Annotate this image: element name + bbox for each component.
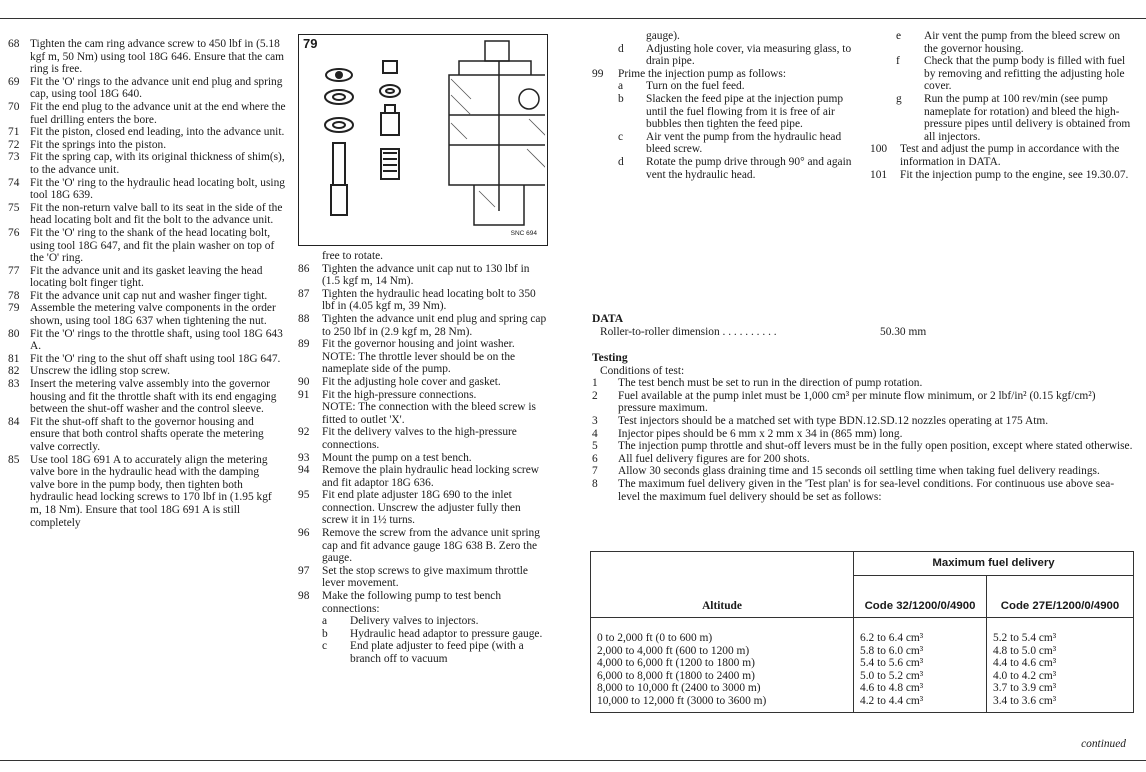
list-item bbox=[592, 377, 1136, 390]
item-text: The maximum fuel delivery given in the 'Test plan' is for sea-level conditions. For continuous use above sea-level the maximum fuel delivery should be set as follows: bbox=[618, 477, 1115, 503]
list-item bbox=[8, 353, 286, 366]
list-item bbox=[592, 390, 1136, 415]
list-item bbox=[298, 590, 550, 615]
item-text: Set the stop screws to give maximum throttle lever movement. bbox=[322, 564, 528, 590]
item-text: Tighten the advance unit cap nut to 130 lbf in (1.5 kgf m, 14 Nm). bbox=[322, 262, 530, 288]
list-item bbox=[298, 263, 550, 288]
item-text: The injection pump throttle and shut-off levers must be in the fully open position, except where stated otherwise. bbox=[618, 440, 1133, 453]
delivery-cell: 5.0 to 5.2 cm³ bbox=[854, 670, 987, 683]
sub-letter: g bbox=[896, 92, 902, 105]
code-32-header: Code 32/1200/0/4900 bbox=[854, 576, 987, 618]
list-item bbox=[592, 478, 1136, 503]
sub-text: Rotate the pump drive through 90° and again vent the hydraulic head. bbox=[646, 155, 852, 181]
item-number: 94 bbox=[298, 464, 310, 477]
list-item bbox=[298, 338, 550, 376]
list-item bbox=[298, 426, 550, 451]
item-text: All fuel delivery figures are for 200 shots. bbox=[618, 452, 810, 465]
list-item bbox=[592, 440, 1136, 453]
list-item bbox=[8, 101, 286, 126]
continued-text: gauge). bbox=[646, 30, 680, 42]
metering-valve-illustration bbox=[299, 35, 545, 243]
list-item bbox=[870, 169, 1132, 182]
delivery-cell: 4.2 to 4.4 cm³ bbox=[854, 695, 987, 712]
list-item bbox=[8, 328, 286, 353]
sub-item bbox=[896, 30, 1132, 55]
item-text: Test and adjust the pump in accordance with the information in DATA. bbox=[900, 143, 1120, 168]
table-row bbox=[591, 695, 1134, 712]
sub-letter: b bbox=[322, 627, 328, 640]
sub-text: Slacken the feed pipe at the injection pump until the fuel flowing from it is free of air bubbles then tighten the feed pipe. bbox=[646, 92, 844, 131]
item-number: 87 bbox=[298, 287, 310, 300]
item-number: 101 bbox=[870, 168, 888, 181]
item-text: Tighten the hydraulic head locating bolt to 350 lbf in (4.05 kgf m, 39 Nm). bbox=[322, 287, 536, 313]
sub-letter: e bbox=[896, 30, 902, 42]
left-column bbox=[8, 38, 286, 529]
item-number: 6 bbox=[592, 452, 598, 465]
item-number: 3 bbox=[592, 414, 598, 427]
item-text: Fit the shut-off shaft to the governor housing and ensure that both control shafts operate the metering valve correctly. bbox=[30, 415, 264, 453]
sub-item bbox=[618, 80, 854, 93]
list-item bbox=[592, 453, 1136, 466]
list-item bbox=[8, 227, 286, 265]
delivery-cell: 3.7 to 3.9 cm³ bbox=[987, 682, 1134, 695]
sub-text: Run the pump at 100 rev/min (see pump nameplate for rotation) and bleed the high-pressure pipes until delivery is obtained from all injectors. bbox=[924, 92, 1131, 143]
sub-letter: a bbox=[618, 80, 624, 93]
sub-item bbox=[322, 640, 550, 665]
fourth-column bbox=[870, 30, 1132, 181]
sub-item bbox=[618, 43, 854, 68]
figure-number: 79 bbox=[303, 36, 318, 51]
item-number: 89 bbox=[298, 338, 310, 351]
item-text: Fit the advance unit cap nut and washer finger tight. bbox=[30, 289, 268, 302]
data-value: 50.30 mm bbox=[880, 325, 927, 338]
item-text: Fit the spring cap, with its original thickness of shim(s), to the advance unit. bbox=[30, 151, 285, 176]
item-text: The test bench must be set to run in the direction of pump rotation. bbox=[618, 377, 923, 390]
item-text: Fit the 'O' ring to the hydraulic head locating bolt, using tool 18G 639. bbox=[30, 176, 285, 202]
list-item bbox=[298, 565, 550, 590]
item-number: 91 bbox=[298, 388, 310, 401]
item-text: Fit the 'O' ring to the shank of the head locating bolt, using tool 18G 647, and fit the plain washer on top of the 'O' ring. bbox=[30, 226, 275, 265]
list-item bbox=[8, 126, 286, 139]
item-text: Fit the governor housing and joint washer. NOTE: The throttle lever should be on the nameplate side of the pump. bbox=[322, 338, 550, 376]
sub-text: Air vent the pump from the hydraulic head bleed screw. bbox=[646, 130, 842, 156]
item-number: 75 bbox=[8, 201, 20, 214]
middle-column bbox=[298, 250, 550, 666]
sub-letter: f bbox=[896, 55, 900, 68]
sub-letter: c bbox=[618, 130, 624, 143]
list-item bbox=[298, 376, 550, 389]
item-number: 82 bbox=[8, 365, 20, 378]
sub-letter: a bbox=[322, 615, 328, 628]
item-number: 97 bbox=[298, 564, 310, 577]
sub-text: Hydraulic head adaptor to pressure gauge. bbox=[350, 627, 543, 640]
list-item bbox=[8, 302, 286, 327]
list-item bbox=[298, 489, 550, 527]
sub-text: Air vent the pump from the bleed screw on the governor housing. bbox=[924, 30, 1121, 55]
sub-text: End plate adjuster to feed pipe (with a branch off to vacuum bbox=[350, 640, 524, 665]
list-item bbox=[8, 139, 286, 152]
list-item bbox=[8, 378, 286, 416]
testing-intro: Conditions of test: bbox=[600, 364, 685, 377]
item-text: Make the following pump to test bench connections: bbox=[322, 590, 502, 615]
list-item bbox=[592, 68, 854, 81]
sub-item bbox=[896, 55, 1132, 93]
bottom-rule bbox=[0, 760, 1146, 761]
item-text: Mount the pump on a test bench. bbox=[322, 451, 472, 464]
item-number: 77 bbox=[8, 264, 20, 277]
list-item bbox=[8, 454, 286, 530]
item-text: Fit the 'O' rings to the advance unit end plug and spring cap, using tool 18G 640. bbox=[30, 75, 283, 101]
sub-text: Delivery valves to injectors. bbox=[350, 615, 479, 628]
altitude-cell: 0 to 2,000 ft (0 to 600 m) bbox=[591, 618, 854, 645]
item-text: Remove the screw from the advance unit spring cap and fit advance gauge 18G 638 B. Zero the gauge. bbox=[322, 527, 540, 565]
list-item bbox=[8, 151, 286, 176]
item-text: Fit the adjusting hole cover and gasket. bbox=[322, 375, 501, 388]
list-item bbox=[8, 416, 286, 454]
list-item bbox=[8, 265, 286, 290]
item-text: Fit the non-return valve ball to its seat in the side of the head locating bolt and fit the bolt to the advance unit. bbox=[30, 201, 283, 227]
sub-item bbox=[322, 615, 550, 628]
data-heading: DATA bbox=[592, 312, 624, 325]
item-text: Fuel available at the pump inlet must be 1,000 cm³ per minute flow minimum, or 2 lbf/in² (0.15 kgf/cm²) pressure maximum. bbox=[618, 389, 1096, 415]
list-item bbox=[592, 428, 1136, 441]
sub-item bbox=[322, 628, 550, 641]
list-item bbox=[298, 288, 550, 313]
item-number: 5 bbox=[592, 440, 598, 453]
item-text: Injector pipes should be 6 mm x 2 mm x 34 in (865 mm) long. bbox=[618, 427, 903, 440]
testing-section bbox=[592, 352, 1136, 503]
delivery-cell: 3.4 to 3.6 cm³ bbox=[987, 695, 1134, 712]
table-row bbox=[591, 670, 1134, 683]
item-number: 95 bbox=[298, 489, 310, 502]
item-text: Assemble the metering valve components in the order shown, using tool 18G 637 when tightening the nut. bbox=[30, 302, 276, 328]
delivery-cell: 4.4 to 4.6 cm³ bbox=[987, 657, 1134, 670]
item-number: 85 bbox=[8, 453, 20, 466]
delivery-cell: 4.6 to 4.8 cm³ bbox=[854, 682, 987, 695]
item-text: Fit the high-pressure connections. NOTE: The connection with the bleed screw is fitted to outlet 'X'. bbox=[322, 389, 550, 427]
item-number: 70 bbox=[8, 100, 20, 113]
list-item bbox=[8, 365, 286, 378]
table-row bbox=[591, 657, 1134, 670]
altitude-cell: 8,000 to 10,000 ft (2400 to 3000 m) bbox=[591, 682, 854, 695]
item-text: Allow 30 seconds glass draining time and 15 seconds oil settling time when taking fuel delivery readings. bbox=[618, 465, 1100, 478]
sub-letter: b bbox=[618, 92, 624, 105]
list-item bbox=[298, 527, 550, 565]
item-number: 4 bbox=[592, 427, 598, 440]
list-item bbox=[8, 38, 286, 76]
sub-letter: c bbox=[322, 640, 328, 653]
item-text: Remove the plain hydraulic head locking screw and fit adaptor 18G 636. bbox=[322, 464, 539, 489]
item-text: Fit end plate adjuster 18G 690 to the inlet connection. Unscrew the adjuster fully then screw it in 1½ turns. bbox=[322, 489, 521, 527]
item-number: 90 bbox=[298, 375, 310, 388]
item-number: 7 bbox=[592, 465, 598, 478]
sub-item bbox=[618, 93, 854, 131]
delivery-cell: 6.2 to 6.4 cm³ bbox=[854, 618, 987, 645]
item-number: 1 bbox=[592, 377, 598, 390]
data-label: Roller-to-roller dimension . . . . . . . . . . bbox=[600, 325, 777, 338]
item-text: Prime the injection pump as follows: bbox=[618, 67, 786, 80]
delivery-cell: 5.8 to 6.0 cm³ bbox=[854, 645, 987, 658]
code-27e-header: Code 27E/1200/0/4900 bbox=[987, 576, 1134, 618]
list-item bbox=[8, 76, 286, 101]
altitude-cell: 2,000 to 4,000 ft (600 to 1200 m) bbox=[591, 645, 854, 658]
item-number: 8 bbox=[592, 477, 598, 490]
item-number: 76 bbox=[8, 226, 20, 239]
item-text: Fit the 'O' ring to the shut off shaft using tool 18G 647. bbox=[30, 352, 281, 365]
table-row bbox=[591, 682, 1134, 695]
item-number: 79 bbox=[8, 302, 20, 315]
top-rule bbox=[0, 18, 1146, 19]
list-item bbox=[298, 313, 550, 338]
item-text: Fit the springs into the piston. bbox=[30, 138, 167, 151]
sub-letter: d bbox=[618, 42, 624, 55]
continued-text: free to rotate. bbox=[322, 250, 384, 262]
sub-text: Check that the pump body is filled with fuel by removing and refitting the adjusting hole cover. bbox=[924, 55, 1126, 93]
sub-text: Adjusting hole cover, via measuring glass, to drain pipe. bbox=[646, 42, 852, 68]
altitude-cell: 6,000 to 8,000 ft (1800 to 2400 m) bbox=[591, 670, 854, 683]
sub-letter: d bbox=[618, 155, 624, 168]
item-number: 92 bbox=[298, 426, 310, 439]
continued-note: continued bbox=[1081, 738, 1126, 750]
fuel-delivery-table bbox=[590, 551, 1134, 713]
list-item bbox=[8, 290, 286, 303]
item-number: 80 bbox=[8, 327, 20, 340]
list-item bbox=[298, 452, 550, 465]
third-column bbox=[592, 30, 854, 181]
delivery-cell: 4.8 to 5.0 cm³ bbox=[987, 645, 1134, 658]
list-item bbox=[592, 415, 1136, 428]
item-number: 74 bbox=[8, 176, 20, 189]
note: NOTE: The throttle lever should be on the nameplate side of the pump. bbox=[322, 350, 516, 376]
max-delivery-header: Maximum fuel delivery bbox=[854, 552, 1134, 576]
sub-item bbox=[618, 131, 854, 156]
altitude-header: Altitude bbox=[591, 552, 854, 618]
item-text: Fit the 'O' rings to the throttle shaft, using tool 18G 643 A. bbox=[30, 327, 283, 353]
list-item bbox=[298, 389, 550, 427]
delivery-cell: 5.2 to 5.4 cm³ bbox=[987, 618, 1134, 645]
item-text: Fit the piston, closed end leading, into the advance unit. bbox=[30, 126, 285, 139]
delivery-cell: 5.4 to 5.6 cm³ bbox=[854, 657, 987, 670]
altitude-cell: 4,000 to 6,000 ft (1200 to 1800 m) bbox=[591, 657, 854, 670]
item-text: Test injectors should be a matched set with type BDN.12.SD.12 nozzles operating at 175 Atm. bbox=[618, 414, 1049, 427]
item-number: 71 bbox=[8, 126, 20, 139]
item-number: 69 bbox=[8, 75, 20, 88]
item-number: 68 bbox=[8, 38, 20, 50]
item-number: 99 bbox=[592, 67, 604, 80]
item-text: Fit the delivery valves to the high-pressure connections. bbox=[322, 426, 517, 451]
list-item bbox=[8, 202, 286, 227]
item-number: 83 bbox=[8, 378, 20, 391]
item-number: 84 bbox=[8, 415, 20, 428]
item-number: 100 bbox=[870, 143, 888, 156]
altitude-cell: 10,000 to 12,000 ft (3000 to 3600 m) bbox=[591, 695, 854, 712]
testing-heading: Testing bbox=[592, 351, 628, 364]
sub-text: Turn on the fuel feed. bbox=[646, 80, 745, 93]
delivery-cell: 4.0 to 4.2 cm³ bbox=[987, 670, 1134, 683]
item-number: 81 bbox=[8, 352, 20, 365]
item-text: Unscrew the idling stop screw. bbox=[30, 365, 171, 378]
list-item bbox=[298, 464, 550, 489]
item-number: 2 bbox=[592, 389, 598, 402]
item-number: 86 bbox=[298, 262, 310, 275]
item-number: 88 bbox=[298, 312, 310, 325]
item-number: 98 bbox=[298, 590, 310, 603]
item-number: 93 bbox=[298, 451, 310, 464]
item-text: Tighten the cam ring advance screw to 450 lbf in (5.18 kgf m, 50 Nm) using tool 18G 646. Ensure that the cam ring is free. bbox=[30, 38, 285, 76]
sub-item bbox=[896, 93, 1132, 143]
item-number: 96 bbox=[298, 527, 310, 540]
item-text: Use tool 18G 691 A to accurately align the metering valve bore in the hydraulic head with the damping valve bore in the pump body, then tighten both hydraulic head locking screws to 170 lbf in (1.95 kgf m, 18 Nm). Ensure that tool 18G 691 A is still completely bbox=[30, 453, 272, 529]
item-text: Tighten the advance unit end plug and spring cap to 250 lbf in (2.9 kgf m, 28 Nm). bbox=[322, 312, 547, 338]
sub-item bbox=[618, 156, 854, 181]
figure-code: SNC 694 bbox=[510, 230, 537, 238]
table-row bbox=[591, 645, 1134, 658]
item-text: Fit the end plug to the advance unit at the end where the fuel drilling enters the bore. bbox=[30, 100, 286, 126]
list-item bbox=[8, 177, 286, 202]
item-text: Fit the injection pump to the engine, see 19.30.07. bbox=[900, 168, 1129, 181]
item-text: Fit the advance unit and its gasket leaving the head locating bolt finger tight. bbox=[30, 264, 263, 290]
item-text: Insert the metering valve assembly into the governor housing and fit the throttle shaft with its end engaging between the shut-off washer and the control sleeve. bbox=[30, 378, 277, 416]
table-row bbox=[591, 618, 1134, 645]
item-number: 78 bbox=[8, 289, 20, 302]
item-number: 73 bbox=[8, 151, 20, 164]
item-number: 72 bbox=[8, 138, 20, 151]
list-item bbox=[592, 465, 1136, 478]
note: NOTE: The connection with the bleed screw is fitted to outlet 'X'. bbox=[322, 401, 536, 426]
figure-79 bbox=[298, 34, 548, 246]
data-section bbox=[592, 313, 1132, 338]
list-item bbox=[870, 143, 1132, 168]
